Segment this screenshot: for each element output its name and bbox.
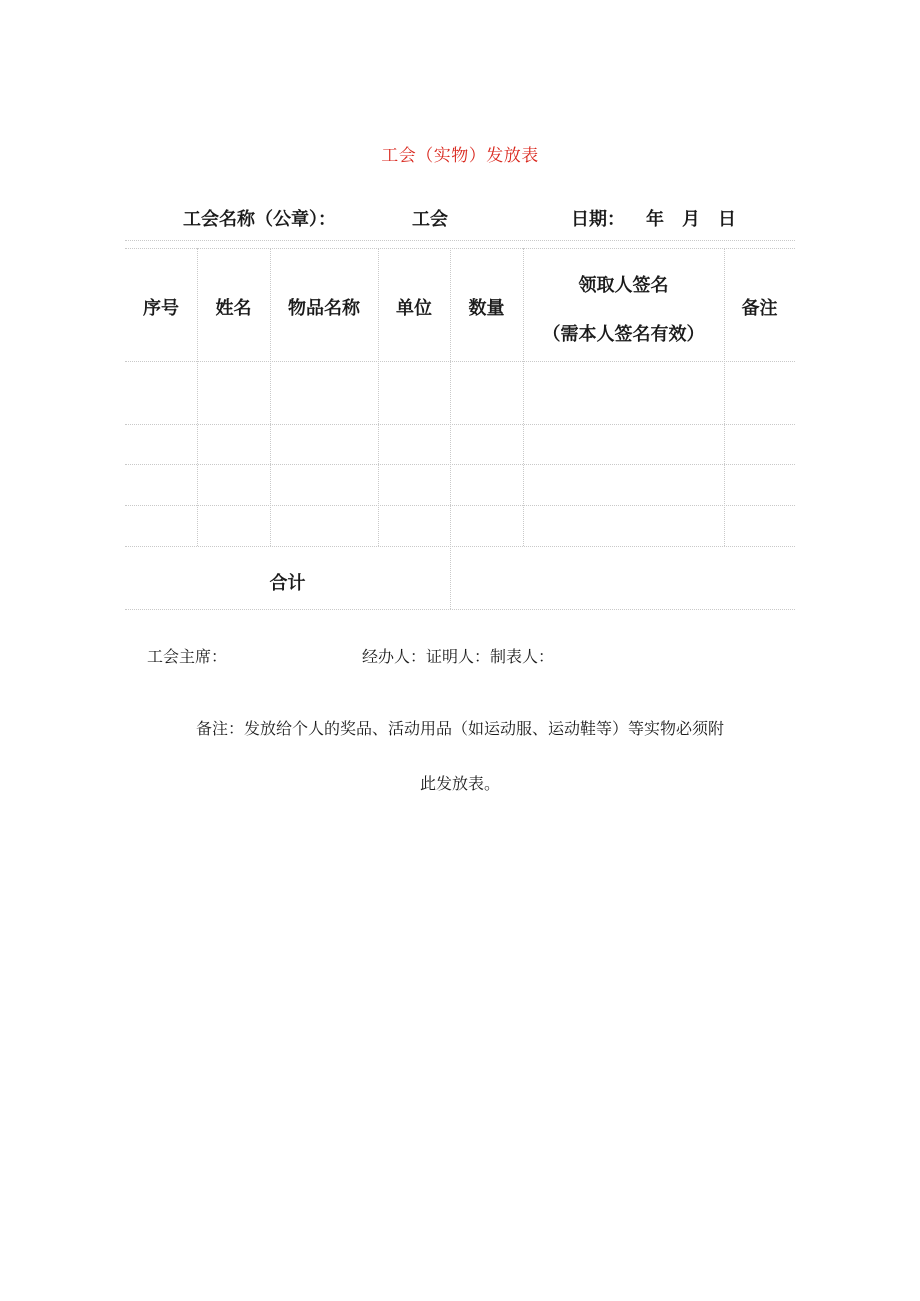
- table-row-line: [125, 505, 795, 506]
- table-border-line: [125, 240, 795, 241]
- table-column-line: [197, 248, 198, 546]
- table-column-line: [724, 248, 725, 546]
- column-header-unit: 单位: [396, 298, 432, 319]
- union-name-value: 工会: [412, 209, 448, 230]
- remark-note-line-1: 备注：发放给个人的奖品、活动用品（如运动服、运动鞋等）等实物必须附: [195, 719, 724, 738]
- table-row-line: [125, 464, 795, 465]
- year-label: 年: [646, 209, 664, 230]
- union-name-label: 工会名称（公章）：: [183, 209, 336, 230]
- column-header-quantity: 数量: [468, 298, 505, 319]
- table-row-line: [125, 424, 795, 425]
- signature-note: （需本人签名有效）: [542, 324, 705, 345]
- total-label: 合计: [269, 573, 306, 594]
- remark-note-line-2: 此发放表。: [419, 774, 500, 793]
- date-label: 日期：: [571, 209, 625, 230]
- day-label: 日: [718, 209, 736, 230]
- table-border-line: [125, 609, 795, 610]
- table-row-line: [125, 546, 795, 547]
- signers-label: 经办人：证明人：制表人：: [362, 647, 555, 666]
- table-column-line: [270, 248, 271, 546]
- table-border-line: [125, 248, 795, 249]
- column-header-remarks: 备注: [741, 298, 778, 319]
- table-column-line: [378, 248, 379, 546]
- document-title: 工会（实物）发放表: [381, 146, 539, 166]
- month-label: 月: [682, 209, 700, 230]
- column-header-item-name: 物品名称: [288, 298, 360, 319]
- column-header-recipient-signature: 领取人签名: [578, 275, 669, 296]
- table-row-line: [125, 361, 795, 362]
- column-header-index: 序号: [143, 298, 179, 319]
- column-header-name: 姓名: [215, 298, 252, 319]
- union-chair-label: 工会主席：: [147, 647, 228, 666]
